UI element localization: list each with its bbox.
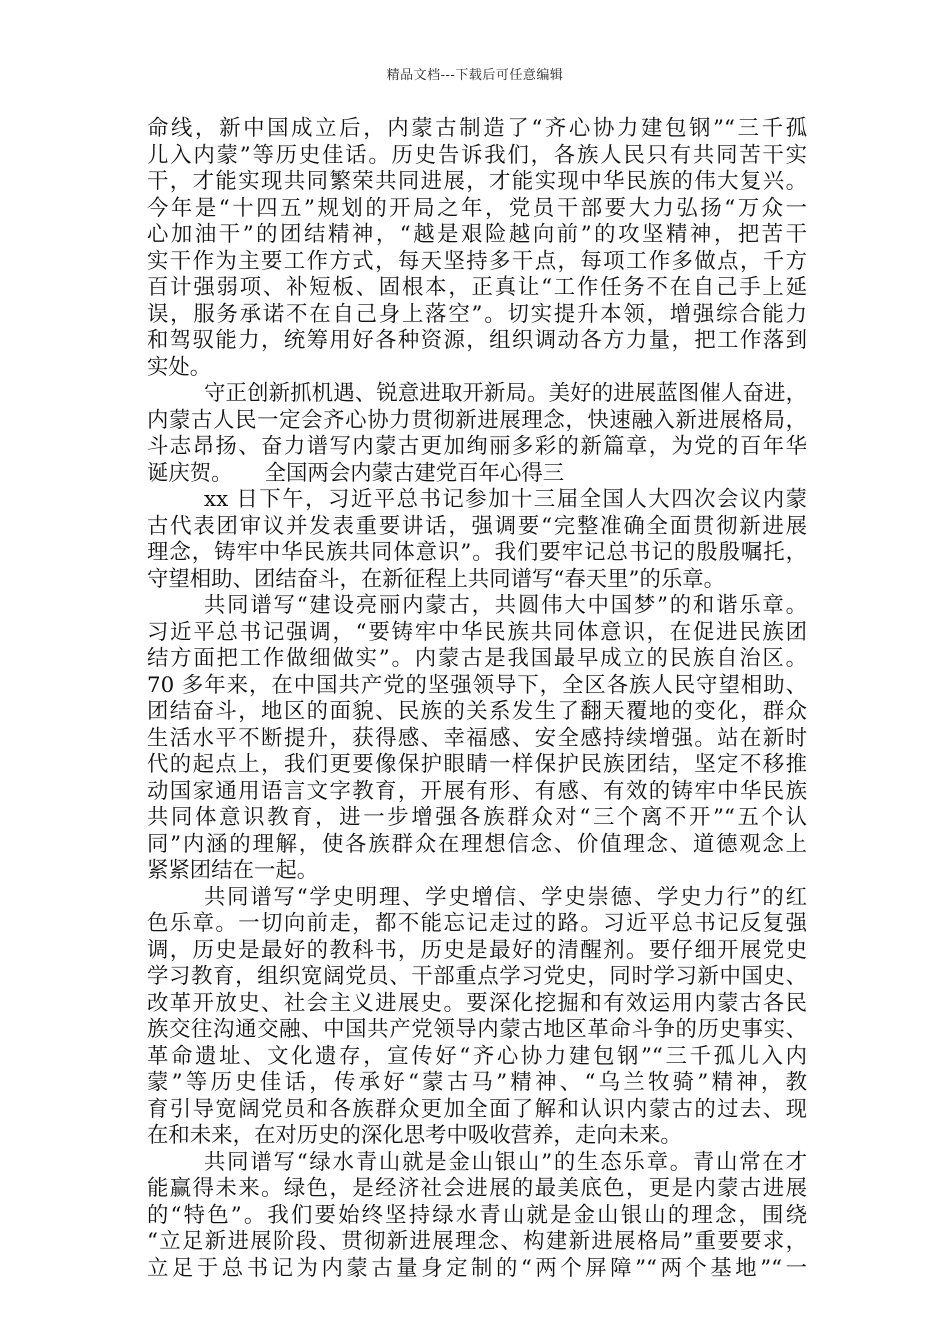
text-line: 调，历史是最好的教科书，历史是最好的清醒剂。要仔细开展党史 [147,937,807,963]
text-line: 学习教育，组织宽阔党员、干部重点学习党史，同时学习新中国史、 [147,964,807,989]
text-line: 理念，铸牢中华民族共同体意识”。我们要牢记总书记的殷殷嘱托， [147,540,807,565]
text-line: 育引导宽阔党员和各族群众更加全面了解和认识内蒙古的过去、现 [147,1096,807,1122]
paragraph-first-line: 守正创新抓机遇、锐意进取开新局。美好的进展蓝图催人奋进， [204,381,807,406]
paragraph-first-line: xx 日下午，习近平总书记参加十三届全国人大四次会议内蒙 [204,487,807,512]
text-line: 和驾驭能力，统筹用好各种资源，组织调动各方力量，把工作落到 [147,328,807,353]
text-line: 紧紧团结在一起。 [147,858,319,883]
text-line: 百计强弱项、补短板、固根本，正真让“工作任务不在自己手上延 [147,275,807,300]
text-line: 干，才能实现共同繁荣共同进展，才能实现中华民族的伟大复兴。 [147,169,807,194]
text-line: 儿入内蒙”等历史佳话。历史告诉我们，各族人民只有共同苦干实 [147,142,807,168]
text-line: 代的起点上，我们更要像保护眼睛一样保护民族团结，坚定不移推 [147,752,807,777]
text-line: “立足新进展阶段、贯彻新进展理念、构建新进展格局”重要要求， [147,1229,807,1254]
text-line: 70 多年来，在中国共产党的坚强领导下，全区各族人民守望相助、 [147,672,807,698]
text-line: 的“特色”。我们要始终坚持绿水青山就是金山银山的理念，围绕 [147,1202,807,1228]
text-line: 命线，新中国成立后，内蒙古制造了“齐心协力建包钢”“三千孤 [147,116,807,141]
text-line: 实处。 [147,354,212,380]
text-line: 诞庆贺。 全国两会内蒙古建党百年心得三 [147,460,565,486]
text-line: 同”内涵的理解，使各族群众在理想信念、价值理念、道德观念上 [147,831,807,857]
text-line: 色乐章。一切向前走，都不能忘记走过的路。习近平总书记反复强 [147,911,807,936]
text-line: 能赢得未来。绿色，是经济社会进展的最美底色，更是内蒙古进展 [147,1176,807,1201]
text-line: 动国家通用语言文字教育，开展有形、有感、有效的铸牢中华民族 [147,778,807,804]
text-line: 斗志昂扬、奋力谱写内蒙古更加绚丽多彩的新篇章，为党的百年华 [147,434,807,459]
text-line: 立足于总书记为内蒙古量身定制的“两个屏障”“两个基地”“一 [147,1255,807,1281]
text-line: 守望相助、团结奋斗，在新征程上共同谱写“春天里”的乐章。 [147,566,726,592]
text-line: 生活水平不断提升，获得感、幸福感、安全感持续增强。站在新时 [147,725,807,751]
text-line: 今年是“十四五”规划的开局之年，党员干部要大力弘扬“万众一 [147,195,807,221]
text-line: 蒙”等历史佳话，传承好“蒙古马”精神、“乌兰牧骑”精神，教 [147,1070,807,1095]
text-line: 误，服务承诺不在自己身上落空”。切实提升本领，增强综合能力 [147,301,807,327]
text-line: 习近平总书记强调，“要铸牢中华民族共同体意识，在促进民族团 [147,619,807,645]
document-body [147,116,807,1282]
text-line: 改革开放史、社会主义进展史。要深化挖掘和有效运用内蒙古各民 [147,990,807,1016]
page-header: 精品文档---下载后可任意编辑 [386,68,564,83]
text-line: 在和未来，在对历史的深化思考中吸收营养，走向未来。 [147,1123,682,1148]
text-line: 革命遗址、文化遗存，宣传好“齐心协力建包钢”“三千孤儿入内 [147,1043,807,1069]
paragraph-first-line: 共同谱写“绿水青山就是金山银山”的生态乐章。青山常在才 [204,1149,807,1175]
text-line: 族交往沟通交融、中国共产党领导内蒙古地区革命斗争的历史事实、 [147,1017,807,1042]
text-line: 心加油干”的团结精神，“越是艰险越向前”的攻坚精神，把苦干 [147,222,807,247]
text-line: 古代表团审议并发表重要讲话，强调要“完整准确全面贯彻新进展 [147,513,807,539]
text-line: 实干作为主要工作方式，每天坚持多干点，每项工作多做点，千方 [147,248,807,274]
paragraph-first-line: 共同谱写“学史明理、学史增信、学史崇德、学史力行”的红 [204,884,807,910]
text-line: 内蒙古人民一定会齐心协力贯彻新进展理念，快速融入新进展格局， [147,407,807,433]
text-line: 团结奋斗，地区的面貌、民族的关系发生了翻天覆地的变化，群众 [147,699,807,724]
text-line: 共同体意识教育，进一步增强各族群众对“三个离不开”“五个认 [147,805,807,830]
text-line: 结方面把工作做细做实”。内蒙古是我国最早成立的民族自治区。 [147,646,807,671]
paragraph-first-line: 共同谱写“建设亮丽内蒙古，共圆伟大中国梦”的和谐乐章。 [204,593,807,618]
